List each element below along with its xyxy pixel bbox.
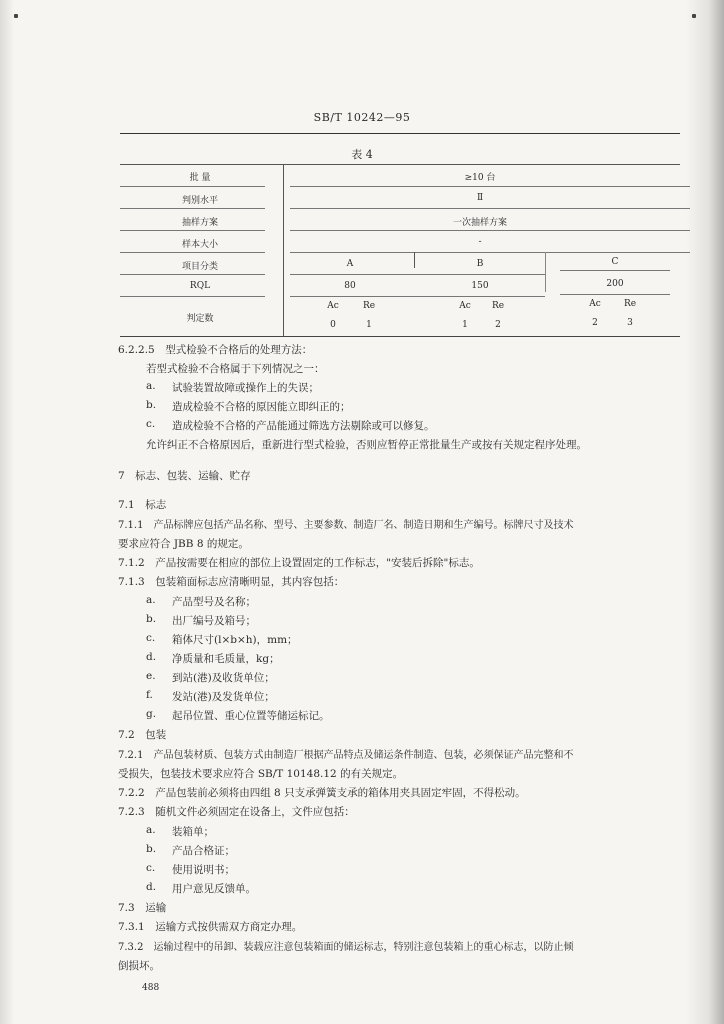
clause-6-2-2-5-conclusion: 允许纠正不合格原因后，重新进行型式检验，否则应暂停正常批量生产或按有关规定程序处理。 <box>146 439 587 451</box>
table-label-discrimination: 判别水平 <box>181 196 218 206</box>
table-rql-c: 200 <box>606 279 624 289</box>
clause-7-3-2-line2: 倒损坏。 <box>118 960 160 972</box>
table-ac-b-value: 1 <box>462 320 468 330</box>
list-marker: d. <box>146 881 157 893</box>
table-ac-a-value: 0 <box>330 320 336 330</box>
table-rule <box>290 208 690 209</box>
clause-7-1-2: 7.1.2 产品按需要在相应的部位上设置固定的工作标志，"安装后拆除"标志。 <box>118 557 480 569</box>
table-label-batch: 批 量 <box>189 173 211 183</box>
table-label-sampling: 抽样方案 <box>181 218 218 228</box>
list-marker: b. <box>146 843 157 855</box>
table-ac-c-value: 2 <box>592 318 598 328</box>
table-re-a: Re <box>362 301 376 311</box>
header-rule <box>120 133 680 134</box>
list-item: 箱体尺寸(l×b×h)，mm； <box>172 634 298 646</box>
table-rql-b: 150 <box>471 281 489 291</box>
list-marker: a. <box>146 594 156 606</box>
table-re-c-value: 3 <box>627 318 633 328</box>
clause-6-2-2-5-heading: 6.2.2.5 型式检验不合格后的处理方法： <box>118 344 313 356</box>
table-rule <box>120 230 265 231</box>
table-value-sampling: 一次抽样方案 <box>452 218 507 228</box>
clause-7-3-2-line1: 7.3.2 运输过程中的吊卸、装载应注意包装箱面的储运标志，特别注意包装箱上的重心标志，以防止倾 <box>118 942 574 953</box>
section-7-3-title: 7.3 运输 <box>118 902 167 914</box>
section-7-title: 7 标志、包装、运输、贮存 <box>118 470 251 482</box>
clause-7-1-3-intro: 7.1.3 包装箱面标志应清晰明显，其内容包括： <box>118 576 345 588</box>
list-marker: g. <box>146 708 157 720</box>
table-rule <box>120 186 265 187</box>
table-value-batch: ≥10 台 <box>464 173 496 183</box>
table-category-c: C <box>611 257 619 267</box>
section-7-1-title: 7.1 标志 <box>118 499 167 511</box>
scan-speck <box>692 14 696 18</box>
table-rule <box>290 252 690 253</box>
clause-7-1-1-line1: 7.1.1 产品标牌应包括产品名称、型号、主要参数、制造厂名、制造日期和生产编号。标牌尺寸及技术 <box>118 520 574 531</box>
list-item: 试验装置故障或操作上的失误； <box>172 382 319 394</box>
table-value-sample-size: - <box>478 237 482 247</box>
list-marker: e. <box>146 670 156 682</box>
table-re-b: Re <box>491 301 505 311</box>
list-marker: c. <box>146 632 156 644</box>
table-rule <box>120 274 265 275</box>
table-value-discrimination: Ⅱ <box>476 193 484 203</box>
list-marker: c. <box>146 418 156 430</box>
list-item: 产品合格证； <box>172 845 235 857</box>
table-category-a: A <box>346 259 354 269</box>
table-rule <box>120 296 265 297</box>
page-number: 488 <box>142 983 160 993</box>
clause-7-3-1: 7.3.1 运输方式按供需双方商定办理。 <box>118 921 303 933</box>
list-item: 用户意见反馈单。 <box>172 883 256 895</box>
scan-speck <box>14 14 18 18</box>
list-item: 起吊位置、重心位置等储运标记。 <box>172 710 330 722</box>
list-marker: f. <box>146 689 153 701</box>
table-re-b-value: 2 <box>495 320 501 330</box>
standard-number: SB/T 10242—95 <box>313 111 411 124</box>
list-item: 造成检验不合格的产品能通过筛选方法剔除或可以修复。 <box>172 420 435 432</box>
clause-7-2-3-intro: 7.2.3 随机文件必须固定在设备上，文件应包括： <box>118 806 355 818</box>
table-ac-c: Ac <box>589 299 601 309</box>
table-rule <box>120 252 265 253</box>
table-label-sample-size: 样本大小 <box>181 240 218 250</box>
list-item: 造成检验不合格的原因能立即纠正的； <box>172 401 351 413</box>
list-item: 装箱单； <box>172 826 214 838</box>
list-item: 发站(港)及发货单位； <box>172 691 275 703</box>
table-rule <box>290 296 545 297</box>
list-item: 出厂编号及箱号； <box>172 615 256 627</box>
list-marker: a. <box>146 380 156 392</box>
table-divider <box>545 252 546 292</box>
section-7-2-title: 7.2 包装 <box>118 729 167 741</box>
list-marker: d. <box>146 651 157 663</box>
clause-7-2-1-line1: 7.2.1 产品包装材质、包装方式由制造厂根据产品特点及储运条件制造、包装，必须保证产品完整和不 <box>118 750 574 761</box>
clause-7-2-1-line2: 受损失，包装技术要求应符合 SB/T 10148.12 的有关规定。 <box>118 768 404 780</box>
table-rql-a: 80 <box>344 281 356 291</box>
table-divider <box>283 164 284 336</box>
clause-7-2-2: 7.2.2 产品包装前必须将由四组 8 只支承弹簧支承的箱体用夹具固定牢固，不得松动。 <box>118 787 526 799</box>
clause-6-2-2-5-intro: 若型式检验不合格属于下列情况之一： <box>146 363 325 375</box>
table-rule <box>290 186 690 187</box>
list-marker: c. <box>146 862 156 874</box>
table-caption: 表 4 <box>351 148 373 161</box>
table-ac-b: Ac <box>459 301 471 311</box>
table-category-b: B <box>476 259 484 269</box>
table-rule <box>120 336 680 337</box>
table-label-category: 项目分类 <box>181 262 218 272</box>
clause-7-1-1-line2: 要求应符合 JBB 8 的规定。 <box>118 538 249 550</box>
list-item: 净质量和毛质量，kg； <box>172 653 280 665</box>
table-rule <box>560 270 670 271</box>
list-marker: b. <box>146 399 157 411</box>
table-re-a-value: 1 <box>366 320 372 330</box>
table-rule <box>290 230 690 231</box>
list-item: 到站(港)及收货单位； <box>172 672 275 684</box>
table-ac-a: Ac <box>327 301 339 311</box>
table-label-decision: 判定数 <box>186 314 214 324</box>
table-re-c: Re <box>623 299 637 309</box>
list-marker: a. <box>146 824 156 836</box>
list-item: 产品型号及名称； <box>172 596 256 608</box>
list-marker: b. <box>146 613 157 625</box>
list-item: 使用说明书； <box>172 864 235 876</box>
table-rule <box>120 208 265 209</box>
table-rule <box>290 274 545 275</box>
table-rule <box>560 294 670 295</box>
table-divider <box>414 252 415 268</box>
table-rule <box>120 164 680 165</box>
table-label-rql: RQL <box>189 281 211 291</box>
